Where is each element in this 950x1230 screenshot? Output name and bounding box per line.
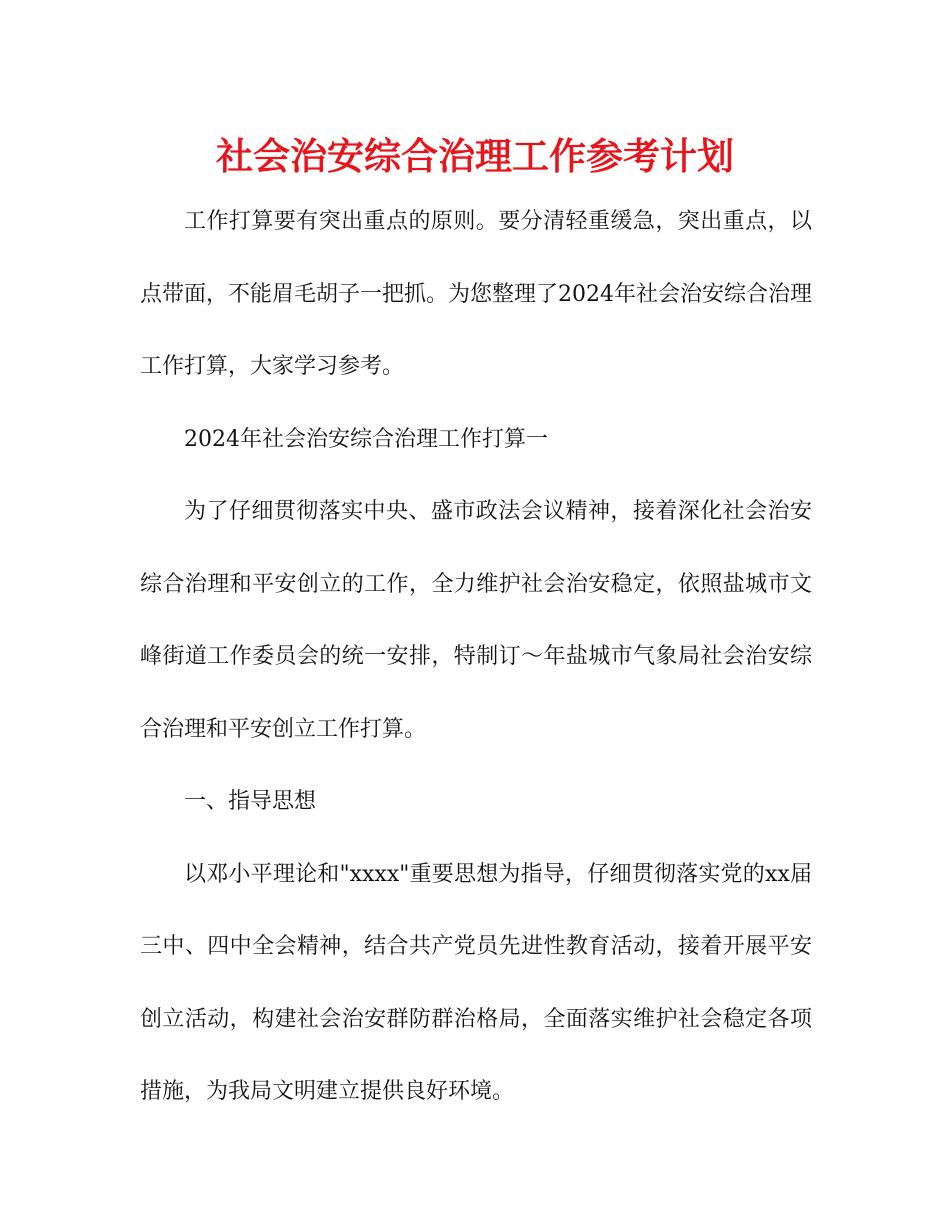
purpose-paragraph: 为了仔细贯彻落实中央、盛市政法会议精神，接着深化社会治安综合治理和平安创立的工作，全力维护社会治安稳定，依照盐城市文峰街道工作委员会的统一安排，特制订～年盐城市气象局社会治安综合治理和平安创立工作打算。 (140, 499, 812, 742)
guiding-ideology-paragraph: 以邓小平理论和"xxxx"重要思想为指导，仔细贯彻落实党的xx届三中、四中全会精神，结合共产党员先进性教育活动，接着开展平安创立活动，构建社会治安群防群治格局，全面落实维护社会稳定各项措施，为我局文明建立提供良好环境。 (140, 861, 812, 1104)
intro-paragraph: 工作打算要有突出重点的原则。要分清轻重缓急，突出重点，以点带面，不能眉毛胡子一把抓。为您整理了2024年社会治安综合治理工作打算，大家学习参考。 (140, 209, 812, 379)
document-body (140, 186, 812, 1129)
plan-subtitle: 2024年社会治安综合治理工作打算一 (184, 426, 548, 452)
document-title: 社会治安综合治理工作参考计划 (216, 135, 734, 178)
section-heading-guiding-ideology: 一、指导思想 (184, 789, 317, 814)
